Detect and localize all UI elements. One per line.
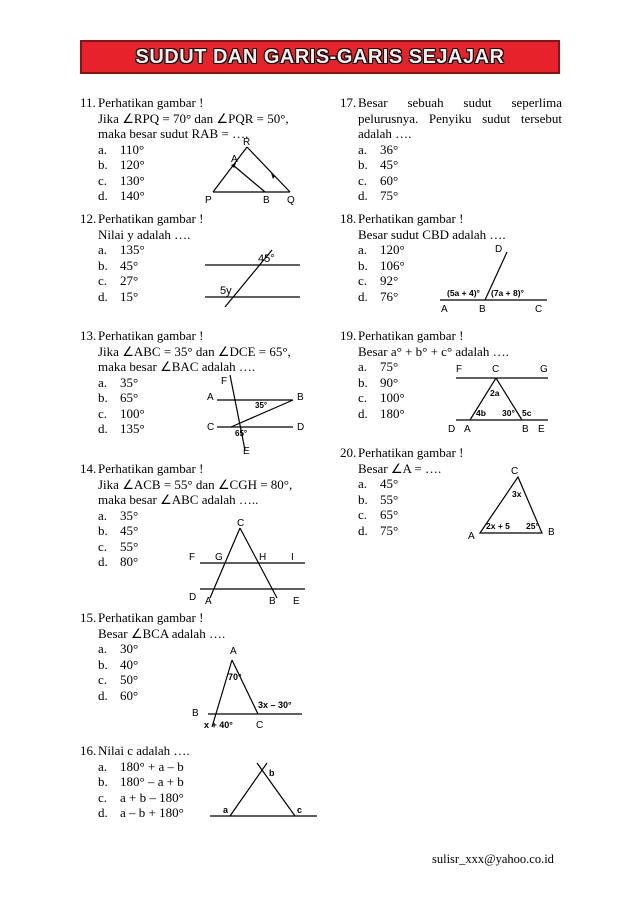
figure-q11 xyxy=(195,135,305,205)
question-text: Perhatikan gambar ! xyxy=(358,445,464,460)
question-text: Perhatikan gambar ! xyxy=(358,211,464,226)
angle-label: 2a xyxy=(490,388,500,398)
figure-q18 xyxy=(435,240,550,318)
label-G: G xyxy=(215,552,223,563)
label-E: E xyxy=(243,446,250,457)
option-text: 65° xyxy=(380,507,399,522)
question-text: pelurusnya. Penyiku sudut tersebut xyxy=(358,110,562,126)
figure-q15 xyxy=(190,642,305,734)
figure-q12 xyxy=(200,245,305,310)
title-banner xyxy=(80,40,560,74)
figure-q14 xyxy=(185,518,310,608)
label-H: H xyxy=(259,552,267,563)
option-letter: b. xyxy=(358,374,368,390)
option-text: 76° xyxy=(380,288,399,304)
question-text: Perhatikan gambar ! xyxy=(358,328,464,343)
label-C: C xyxy=(535,304,543,315)
option-letter: c. xyxy=(98,538,108,554)
angle-label: (5a + 4)° xyxy=(447,288,480,298)
angle-label: 5c xyxy=(522,408,532,418)
option-text: 90° xyxy=(380,374,399,390)
option-text: 30° xyxy=(120,641,139,656)
option-letter: c. xyxy=(98,273,108,288)
option-text: 180° – a + b xyxy=(120,774,184,789)
angle-label: 4b xyxy=(476,408,486,418)
question-number: 18. xyxy=(340,211,357,226)
label-A: A xyxy=(464,424,471,435)
option-letter: a. xyxy=(358,476,368,491)
option-text: 135° xyxy=(120,242,145,257)
option-text: 180° xyxy=(380,405,405,421)
label-A: A xyxy=(468,531,475,542)
option-text: 65° xyxy=(120,390,139,405)
question-text: Perhatikan gambar ! xyxy=(98,95,204,110)
label-Q: Q xyxy=(287,195,295,206)
option-letter: a. xyxy=(98,641,108,656)
label-B: B xyxy=(192,708,199,719)
option-letter: c. xyxy=(358,507,368,522)
option-text: 120° xyxy=(120,157,145,172)
figure-q20 xyxy=(462,463,562,543)
option-text: 55° xyxy=(120,538,139,554)
option-text: a + b – 180° xyxy=(120,789,184,805)
question-text: Jika ∠ABC = 35° dan ∠DCE = 65°, xyxy=(98,343,291,359)
label-R: R xyxy=(243,137,251,148)
option-a[interactable] xyxy=(340,142,562,158)
option-text: 120° xyxy=(380,242,405,257)
question-text: Nilai y adalah …. xyxy=(98,226,191,242)
option-letter: a. xyxy=(98,242,108,257)
question-text: Besar ∠BCA adalah …. xyxy=(98,625,226,641)
label-C: C xyxy=(492,364,500,375)
option-letter: b. xyxy=(358,491,368,507)
question-number: 13. xyxy=(80,328,97,343)
label-I: I xyxy=(291,552,294,563)
question-number: 16. xyxy=(80,743,97,758)
angle-label: 5y xyxy=(220,285,232,297)
question-text: Perhatikan gambar ! xyxy=(98,328,204,343)
question-number: 20. xyxy=(340,445,357,460)
figure-q19 xyxy=(448,360,558,435)
option-letter: d. xyxy=(358,522,368,538)
question-text: Besar a° + b° + c° adalah …. xyxy=(358,343,509,359)
option-letter: b. xyxy=(98,523,108,538)
option-text: a – b + 180° xyxy=(120,805,184,820)
option-letter: b. xyxy=(98,656,108,672)
angle-label: 3x xyxy=(512,489,522,499)
label-C: C xyxy=(207,422,215,433)
option-text: 100° xyxy=(380,390,405,405)
option-letter: b. xyxy=(358,157,368,172)
label-B: B xyxy=(548,527,555,538)
question-text: Besar sudut CBD adalah …. xyxy=(358,226,506,242)
option-letter: c. xyxy=(358,390,368,405)
label-b: b xyxy=(269,768,275,778)
label-B: B xyxy=(269,596,276,607)
question-text: Perhatikan gambar ! xyxy=(98,211,204,226)
option-text: 35° xyxy=(120,374,139,390)
label-D: D xyxy=(495,244,503,255)
label-B: B xyxy=(479,304,486,315)
question-number: 14. xyxy=(80,461,97,476)
option-text: 100° xyxy=(120,405,145,421)
angle-label: 70° xyxy=(228,672,242,682)
option-letter: d. xyxy=(98,288,108,304)
option-text: 50° xyxy=(120,672,139,687)
option-text: 45° xyxy=(120,257,139,273)
figure-q16 xyxy=(205,758,320,823)
option-text: 45° xyxy=(380,157,399,172)
option-letter: a. xyxy=(98,374,108,390)
option-text: 27° xyxy=(120,273,139,288)
question-text: Besar ∠A = …. xyxy=(358,460,442,476)
option-letter: d. xyxy=(98,188,108,203)
question-number: 17. xyxy=(340,95,357,110)
option-text: 75° xyxy=(380,359,399,374)
option-letter: b. xyxy=(98,774,108,789)
option-text: 40° xyxy=(120,656,139,672)
option-text: 110° xyxy=(120,141,145,157)
option-letter: b. xyxy=(98,157,108,172)
option-text: 75° xyxy=(380,522,399,538)
label-A: A xyxy=(230,646,237,657)
angle-label: (7a + 8)° xyxy=(491,288,524,298)
option-text: 55° xyxy=(380,491,399,507)
option-letter: a. xyxy=(98,507,108,523)
label-A: A xyxy=(207,392,214,403)
label-A: A xyxy=(231,154,238,165)
question-text: Perhatikan gambar ! xyxy=(98,461,204,476)
option-text: 106° xyxy=(380,257,405,273)
angle-label: 30° xyxy=(502,408,515,418)
label-B: B xyxy=(297,392,304,403)
option-letter: d. xyxy=(358,405,368,421)
option-d[interactable] xyxy=(340,188,562,204)
question-text: Perhatikan gambar ! xyxy=(98,610,204,625)
label-a: a xyxy=(223,805,229,815)
angle-label: 65° xyxy=(235,429,248,438)
question-text: adalah …. xyxy=(358,126,412,141)
label-F: F xyxy=(456,364,463,375)
option-letter: a. xyxy=(98,141,108,157)
option-letter: d. xyxy=(98,554,108,569)
label-D: D xyxy=(189,592,197,603)
option-letter: b. xyxy=(98,390,108,405)
option-letter: a. xyxy=(358,141,368,157)
label-c: c xyxy=(297,805,303,815)
option-text: 135° xyxy=(120,421,145,436)
option-letter: a. xyxy=(98,758,108,774)
option-letter: a. xyxy=(358,242,368,257)
question-number: 15. xyxy=(80,610,97,625)
option-text: 15° xyxy=(120,288,139,304)
option-text: 92° xyxy=(380,273,399,288)
option-text: 45° xyxy=(120,523,139,538)
label-C: C xyxy=(237,518,245,529)
option-letter: d. xyxy=(98,687,108,703)
question-text: Jika ∠ACB = 55° dan ∠CGH = 80°, xyxy=(98,476,293,492)
label-B: B xyxy=(263,195,270,206)
option-text: 180° + a – b xyxy=(120,758,184,774)
option-letter: c. xyxy=(98,789,108,805)
footer-email: sulisr_xxx@yahoo.co.id xyxy=(432,852,554,866)
angle-label: 2x + 5 xyxy=(486,521,510,531)
question-text: maka besar ∠BAC adalah …. xyxy=(98,359,256,374)
option-letter: d. xyxy=(98,805,108,820)
angle-label: 3x – 30° xyxy=(258,700,292,710)
option-text: 80° xyxy=(120,554,139,569)
label-P: P xyxy=(205,195,212,206)
option-text: 75° xyxy=(380,188,399,203)
question-text: maka besar sudut RAB = …. xyxy=(98,126,249,141)
option-letter: c. xyxy=(98,672,108,687)
option-b[interactable] xyxy=(340,157,562,173)
option-text: 130° xyxy=(120,172,145,188)
question-text: maka besar ∠ABC adalah ….. xyxy=(98,492,259,507)
label-C: C xyxy=(511,466,519,477)
label-F: F xyxy=(189,552,196,563)
option-text: 140° xyxy=(120,188,145,203)
option-text: 60° xyxy=(380,172,399,188)
option-c[interactable] xyxy=(340,173,562,189)
option-letter: c. xyxy=(98,172,108,188)
question-17 xyxy=(340,95,562,204)
angle-label: 25° xyxy=(526,521,539,531)
option-letter: d. xyxy=(358,288,368,304)
figure-q13 xyxy=(205,372,310,457)
option-letter: b. xyxy=(98,257,108,273)
label-E: E xyxy=(293,596,300,607)
option-letter: c. xyxy=(98,405,108,421)
option-text: 35° xyxy=(120,507,139,523)
question-number: 12. xyxy=(80,211,97,226)
label-E: E xyxy=(538,424,545,435)
option-letter: b. xyxy=(358,257,368,273)
label-G: G xyxy=(540,364,548,375)
angle-label: x + 40° xyxy=(204,720,233,730)
question-number: 11. xyxy=(80,95,96,110)
angle-label: 35° xyxy=(255,401,268,410)
option-letter: a. xyxy=(358,359,368,374)
page-title: SUDUT DAN GARIS-GARIS SEJAJAR xyxy=(135,45,505,68)
question-text: Jika ∠RPQ = 70° dan ∠PQR = 50°, xyxy=(98,110,289,126)
option-letter: d. xyxy=(98,421,108,436)
option-letter: c. xyxy=(358,172,368,188)
label-D: D xyxy=(448,424,456,435)
question-number: 19. xyxy=(340,328,357,343)
angle-label: 45° xyxy=(258,253,275,265)
label-A: A xyxy=(441,304,448,315)
label-C: C xyxy=(256,720,264,731)
label-A: A xyxy=(205,596,212,607)
option-text: 36° xyxy=(380,141,399,157)
question-text: Besar sebuah sudut seperlima xyxy=(358,95,562,110)
option-text: 45° xyxy=(380,476,399,491)
label-B: B xyxy=(522,424,529,435)
option-letter: d. xyxy=(358,188,368,203)
option-text: 60° xyxy=(120,687,139,703)
label-F: F xyxy=(221,376,228,387)
question-text: Nilai c adalah …. xyxy=(98,743,190,758)
label-D: D xyxy=(297,422,305,433)
option-letter: c. xyxy=(358,273,368,288)
